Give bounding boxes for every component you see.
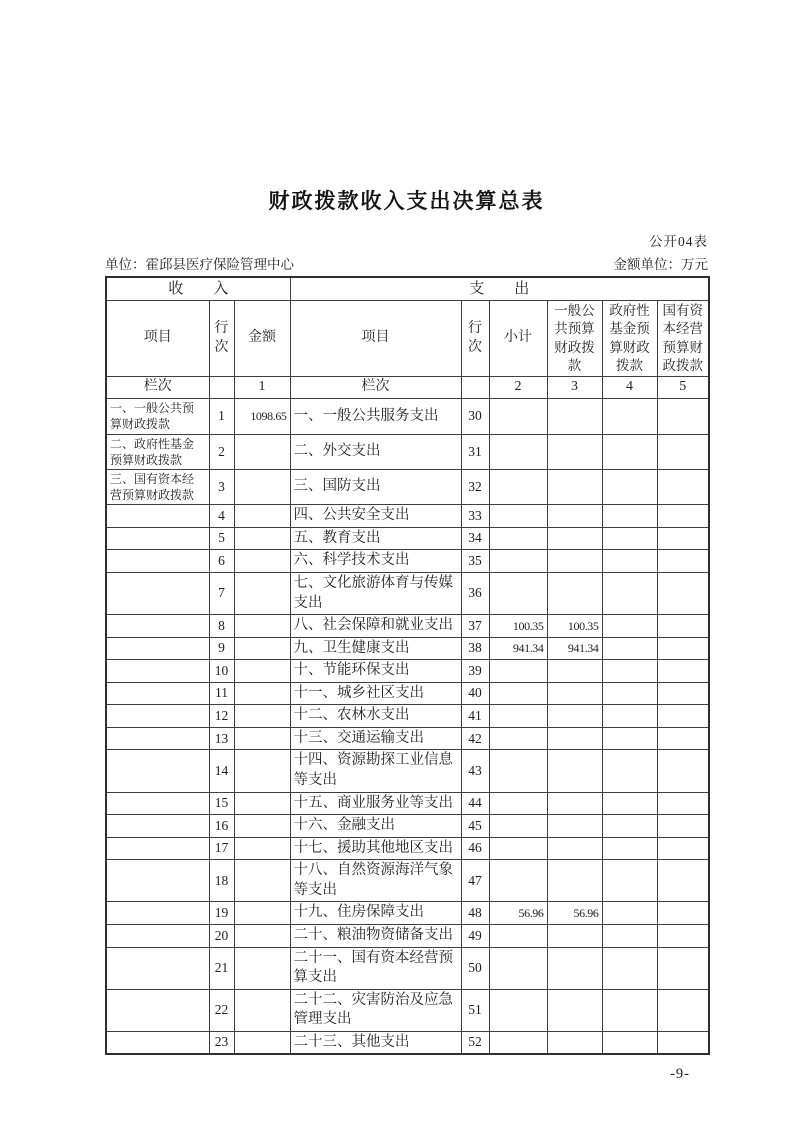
state-capital-cell [657,860,709,902]
expense-line-cell: 33 [461,505,489,528]
expense-line-cell: 39 [461,660,489,683]
expense-line-cell: 45 [461,815,489,838]
income-item-cell [106,860,209,902]
income-amount-cell [234,572,290,614]
govt-fund-cell [602,527,657,550]
income-line-cell: 12 [209,705,234,728]
income-item-cell [106,637,209,660]
state-capital-cell [657,660,709,683]
income-line-cell: 19 [209,902,234,925]
expense-item-cell: 十二、农林水支出 [290,705,461,728]
income-amount-cell [234,750,290,792]
col-header-general-budget: 一般公共预算财政拨款 [547,301,602,377]
govt-fund-cell [602,792,657,815]
income-item-cell [106,924,209,947]
table-row [106,750,709,792]
expense-line-index-cell [461,377,489,399]
income-line-cell: 21 [209,947,234,989]
expense-item-cell: 五、教育支出 [290,527,461,550]
table-row [106,505,709,528]
general-budget-cell [547,550,602,573]
income-line-cell: 11 [209,682,234,705]
expense-item-cell: 九、卫生健康支出 [290,637,461,660]
income-line-cell: 2 [209,434,234,469]
expense-line-cell: 31 [461,434,489,469]
income-item-cell [106,815,209,838]
income-amount-cell [234,615,290,638]
income-amount-cell [234,837,290,860]
state-capital-cell [657,705,709,728]
subtotal-cell [489,750,547,792]
table-code: 公开04表 [649,234,708,249]
general-budget-cell: 100.35 [547,615,602,638]
income-line-index-cell [209,377,234,399]
subtotal-cell [489,860,547,902]
unit-label: 单位：霍邱县医疗保险管理中心 [105,257,294,272]
general-budget-cell [547,989,602,1031]
expense-line-cell: 36 [461,572,489,614]
income-amount-cell [234,637,290,660]
expense-line-cell: 40 [461,682,489,705]
table-row [106,837,709,860]
state-capital-cell [657,682,709,705]
income-line-cell: 1 [209,399,234,434]
document-sheet [105,185,708,1083]
income-line-cell: 20 [209,924,234,947]
income-amount-cell [234,727,290,750]
expense-line-cell: 30 [461,399,489,434]
expense-line-cell: 41 [461,705,489,728]
general-budget-cell [547,505,602,528]
income-amount-cell [234,860,290,902]
income-item-cell [106,550,209,573]
expense-line-cell: 46 [461,837,489,860]
table-row [106,637,709,660]
table-row [106,1031,709,1054]
income-item-cell: 一、一般公共预算财政拨款 [106,399,209,434]
col-header-subtotal: 小计 [489,301,547,377]
expense-item-cell: 二十三、其他支出 [290,1031,461,1054]
govt-fund-cell [602,469,657,504]
govt-fund-cell [602,505,657,528]
income-lanci-label: 栏次 [106,377,209,399]
subtotal-cell [489,1031,547,1054]
income-line-cell: 8 [209,615,234,638]
meta-row [105,253,708,273]
income-item-cell [106,792,209,815]
state-capital-cell [657,1031,709,1054]
expense-line-cell: 49 [461,924,489,947]
col-header-expense-line: 行次 [461,301,489,377]
income-line-cell: 13 [209,727,234,750]
expense-line-cell: 44 [461,792,489,815]
income-item-cell [106,837,209,860]
general-budget-cell [547,705,602,728]
table-row [106,434,709,469]
state-capital-cell [657,434,709,469]
income-item-cell [106,947,209,989]
general-budget-cell [547,792,602,815]
general-budget-cell [547,682,602,705]
expense-line-cell: 51 [461,989,489,1031]
page-number: -9- [670,1066,690,1083]
govt-fund-cell [602,682,657,705]
table-row [106,705,709,728]
subtotal-cell [489,727,547,750]
subtotal-cell [489,572,547,614]
subtotal-cell [489,469,547,504]
expense-line-cell: 35 [461,550,489,573]
income-item-cell: 二、政府性基金预算财政拨款 [106,434,209,469]
govt-fund-cell [602,924,657,947]
subtotal-cell [489,705,547,728]
income-amount-cell [234,1031,290,1054]
income-amount-cell [234,989,290,1031]
general-index: 3 [547,377,602,399]
govt-fund-cell [602,815,657,838]
expense-item-cell: 十四、资源勘探工业信息等支出 [290,750,461,792]
subtotal-cell [489,815,547,838]
expense-item-cell: 十八、自然资源海洋气象等支出 [290,860,461,902]
subtotal-index: 2 [489,377,547,399]
subtotal-cell [489,660,547,683]
section-header-row [106,277,709,301]
general-budget-cell: 941.34 [547,637,602,660]
state-capital-cell [657,572,709,614]
income-amount-cell [234,792,290,815]
subtotal-cell [489,527,547,550]
govt-fund-cell [602,660,657,683]
expense-lanci-label: 栏次 [290,377,461,399]
state-capital-cell [657,989,709,1031]
expense-line-cell: 32 [461,469,489,504]
expense-item-cell: 七、文化旅游体育与传媒支出 [290,572,461,614]
general-budget-cell [547,837,602,860]
subtotal-cell: 941.34 [489,637,547,660]
subtotal-cell [489,837,547,860]
income-item-cell [106,750,209,792]
income-line-cell: 14 [209,750,234,792]
expense-item-cell: 十一、城乡社区支出 [290,682,461,705]
general-budget-cell [547,860,602,902]
income-amount-cell [234,527,290,550]
expense-item-cell: 十五、商业服务业等支出 [290,792,461,815]
govt-fund-cell [602,860,657,902]
govt-fund-cell [602,615,657,638]
govt-fund-cell [602,1031,657,1054]
govt-fund-cell [602,837,657,860]
govt-fund-cell [602,637,657,660]
col-header-govt-fund: 政府性基金预算财政拨款 [602,301,657,377]
general-budget-cell [547,660,602,683]
income-item-cell [106,505,209,528]
subtotal-cell: 56.96 [489,902,547,925]
column-index-row [106,377,709,399]
table-row [106,660,709,683]
govt-fund-cell [602,572,657,614]
general-budget-cell [547,469,602,504]
govt-fund-cell [602,750,657,792]
table-row [106,860,709,902]
table-row [106,572,709,614]
expense-line-cell: 43 [461,750,489,792]
general-budget-cell [547,924,602,947]
income-line-cell: 17 [209,837,234,860]
subtotal-cell [489,947,547,989]
amount-unit-label: 金额单位：万元 [613,257,708,272]
col-header-expense-item: 项目 [290,301,461,377]
expense-item-cell: 十三、交通运输支出 [290,727,461,750]
state-capital-cell [657,750,709,792]
general-budget-cell [547,1031,602,1054]
expense-item-cell: 二、外交支出 [290,434,461,469]
table-row [106,469,709,504]
expense-item-cell: 十七、援助其他地区支出 [290,837,461,860]
income-item-cell [106,682,209,705]
state-capital-cell [657,550,709,573]
state-capital-cell [657,469,709,504]
income-amount-cell [234,947,290,989]
income-item-cell [106,989,209,1031]
table-row [106,615,709,638]
fund-index: 4 [602,377,657,399]
state-capital-cell [657,792,709,815]
income-amount-cell [234,660,290,683]
govt-fund-cell [602,989,657,1031]
income-line-cell: 9 [209,637,234,660]
state-capital-cell [657,637,709,660]
income-amount-index: 1 [234,377,290,399]
income-amount-cell [234,505,290,528]
income-amount-cell [234,902,290,925]
expense-item-cell: 四、公共安全支出 [290,505,461,528]
income-line-cell: 23 [209,1031,234,1054]
income-amount-cell [234,469,290,504]
income-line-cell: 4 [209,505,234,528]
subtotal-cell [489,434,547,469]
expense-item-cell: 十、节能环保支出 [290,660,461,683]
income-amount-cell [234,434,290,469]
general-budget-cell [547,527,602,550]
subtotal-cell [489,682,547,705]
subtotal-cell [489,989,547,1031]
capital-index: 5 [657,377,709,399]
income-amount-cell [234,924,290,947]
state-capital-cell [657,947,709,989]
general-budget-cell [547,572,602,614]
general-budget-cell: 56.96 [547,902,602,925]
subtotal-cell [489,924,547,947]
state-capital-cell [657,815,709,838]
table-row [106,550,709,573]
general-budget-cell [547,727,602,750]
subtotal-cell [489,792,547,815]
state-capital-cell [657,615,709,638]
income-line-cell: 22 [209,989,234,1031]
subtotal-cell [489,505,547,528]
expense-item-cell: 八、社会保障和就业支出 [290,615,461,638]
govt-fund-cell [602,434,657,469]
income-item-cell [106,572,209,614]
table-row [106,989,709,1031]
col-header-income-item: 项目 [106,301,209,377]
general-budget-cell [547,815,602,838]
general-budget-cell [547,947,602,989]
expense-line-cell: 38 [461,637,489,660]
income-item-cell [106,660,209,683]
subtotal-cell: 100.35 [489,615,547,638]
income-amount-cell [234,815,290,838]
expense-section-header: 支 出 [290,277,709,301]
income-item-cell [106,727,209,750]
income-line-cell: 15 [209,792,234,815]
subtotal-cell [489,399,547,434]
income-item-cell [106,902,209,925]
fiscal-table [105,276,710,1055]
state-capital-cell [657,527,709,550]
income-amount-cell [234,550,290,573]
income-amount-cell: 1098.65 [234,399,290,434]
expense-line-cell: 52 [461,1031,489,1054]
govt-fund-cell [602,550,657,573]
table-row [106,792,709,815]
govt-fund-cell [602,727,657,750]
state-capital-cell [657,924,709,947]
expense-line-cell: 42 [461,727,489,750]
expense-item-cell: 三、国防支出 [290,469,461,504]
income-item-cell [106,527,209,550]
general-budget-cell [547,399,602,434]
expense-line-cell: 37 [461,615,489,638]
table-row [106,815,709,838]
income-item-cell [106,1031,209,1054]
table-row [106,727,709,750]
state-capital-cell [657,399,709,434]
page-title: 财政拨款收入支出决算总表 [268,189,545,213]
income-line-cell: 10 [209,660,234,683]
state-capital-cell [657,505,709,528]
col-header-income-amount: 金额 [234,301,290,377]
income-line-cell: 7 [209,572,234,614]
govt-fund-cell [602,705,657,728]
income-item-cell: 三、国有资本经营预算财政拨款 [106,469,209,504]
income-line-cell: 5 [209,527,234,550]
income-amount-cell [234,705,290,728]
col-header-state-capital: 国有资本经营预算财政拨款 [657,301,709,377]
table-row [106,527,709,550]
table-row [106,947,709,989]
expense-line-cell: 48 [461,902,489,925]
expense-line-cell: 47 [461,860,489,902]
govt-fund-cell [602,947,657,989]
expense-item-cell: 十九、住房保障支出 [290,902,461,925]
expense-item-cell: 一、一般公共服务支出 [290,399,461,434]
subtotal-cell [489,550,547,573]
expense-line-cell: 34 [461,527,489,550]
general-budget-cell [547,750,602,792]
expense-item-cell: 二十一、国有资本经营预算支出 [290,947,461,989]
col-header-income-line: 行次 [209,301,234,377]
general-budget-cell [547,434,602,469]
state-capital-cell [657,837,709,860]
table-row [106,682,709,705]
income-amount-cell [234,682,290,705]
govt-fund-cell [602,399,657,434]
income-line-cell: 16 [209,815,234,838]
expense-item-cell: 十六、金融支出 [290,815,461,838]
income-item-cell [106,615,209,638]
table-row [106,924,709,947]
column-header-row [106,301,709,377]
table-row [106,399,709,434]
table-row [106,902,709,925]
expense-item-cell: 六、科学技术支出 [290,550,461,573]
expense-item-cell: 二十二、灾害防治及应急管理支出 [290,989,461,1031]
income-line-cell: 3 [209,469,234,504]
income-line-cell: 6 [209,550,234,573]
govt-fund-cell [602,902,657,925]
expense-item-cell: 二十、粮油物资储备支出 [290,924,461,947]
income-line-cell: 18 [209,860,234,902]
state-capital-cell [657,727,709,750]
income-section-header: 收 入 [106,277,290,301]
income-item-cell [106,705,209,728]
expense-line-cell: 50 [461,947,489,989]
state-capital-cell [657,902,709,925]
